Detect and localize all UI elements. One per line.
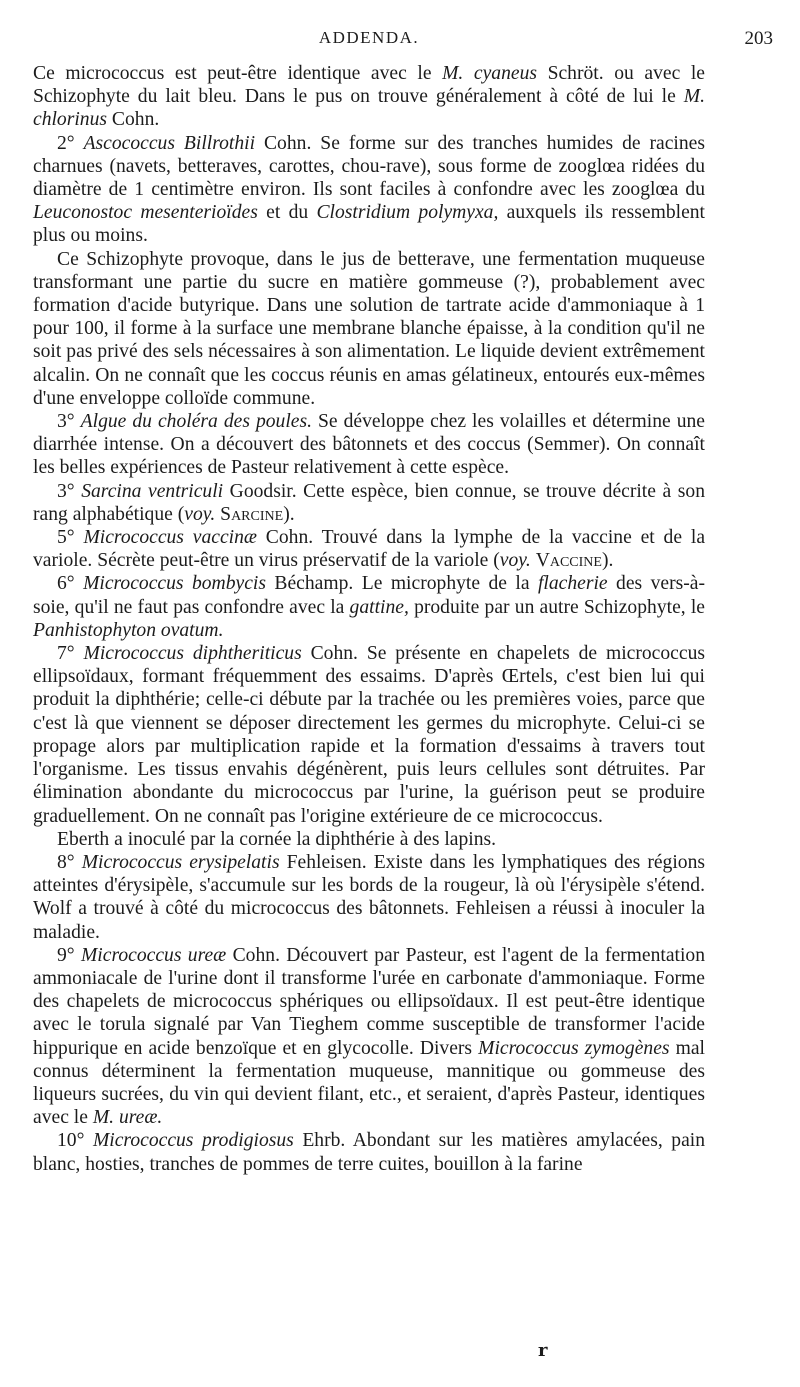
italic-text: Micrococcus ureæ (80, 944, 227, 966)
italic-text: flacherie (537, 573, 608, 595)
text-run: des vers-à-soie, qu'il ne faut pas confondre avec la (33, 573, 705, 618)
text-run: ). (283, 503, 295, 525)
text-run: 10° (57, 1130, 93, 1152)
text-run: Cohn. Découvert par Pasteur, est l'agent de la fermentation ammoniacale de l'urine dont il transforme l'urée en carbonate d'ammoniaque. Forme des chapelets de micrococcus sphériques ou ellipsoïdaux. Il est peut-être identique avec le torula signalé par Van Tieghem comme susceptible de transformer l'acide hippurique en acide benzoïque et en glycocolle. Divers (33, 944, 706, 1059)
italic-text: Ascococcus Billrothii (83, 132, 256, 154)
text-run: 2° (57, 132, 84, 154)
italic-text: Micrococcus prodigiosus (92, 1130, 294, 1152)
small-caps-text: Sarcine (220, 503, 284, 525)
italic-text: Clostridium polymyxa, (316, 202, 499, 224)
text-run: Cohn. Se présente en chapelets de micrococcus ellipsoïdaux, formant fréquemment des essaims. D'après Œrtels, c'est bien lui qui produit la diphthérie; celle-ci débute par la trachée ou les premières voies, parce que c'est là que viennent se déposer directement les germes du microphyte. Celui-ci se propage alors par multiplication rapide et la formation d'essaims à travers tout l'organisme. Les tissus envahis dégénèrent, puis leurs cellules sont détruites. Par élimination abondante du micrococcus par l'urine, la guérison peut se produire graduellement. On ne connaît pas l'origine extérieure de ce micrococcus. (33, 643, 705, 827)
paragraph (33, 410, 705, 480)
text-run: 8° (57, 851, 82, 873)
text-run: Ehrb. Abondant sur les matières amylacées, pain blanc, hosties, tranches de pommes de terre cuites, bouillon à la farine (33, 1130, 706, 1175)
paragraph (33, 1129, 705, 1175)
text-run: Schröt. ou avec le Schizophyte du lait bleu. Dans le pus on trouve généralement à côté de lui le (33, 63, 705, 108)
text-run: 7° (57, 643, 84, 665)
text-run: 5° (57, 527, 84, 549)
text-run: Ce micrococcus est peut-être identique avec le (33, 63, 443, 84)
italic-text: gattine, (349, 596, 409, 618)
paragraph (33, 132, 705, 248)
paragraph (33, 851, 705, 944)
italic-text: Sarcina ventriculi (81, 480, 224, 502)
text-run: Se développe chez les volailles et détermine une diarrhée intense. On a découvert des bâtonnets et des coccus (Semmer). On connaît les belles expériences de Pasteur relativement à cette espèce. (33, 411, 706, 479)
italic-text: Algue du choléra des poules. (80, 411, 313, 433)
text-run: produite par un autre Schizophyte, le (408, 596, 705, 618)
page-header (33, 28, 773, 58)
italic-text: Leuconostoc mesenterioïdes (33, 202, 258, 224)
text-run: Fehleisen. Existe dans les lymphatiques des régions atteintes d'érysipèle, s'accumule sur les bords de la rougeur, là où l'érysipèle s'étend. Wolf a trouvé à côté du micrococcus des bâtonnets. Fehleisen a réussi à inoculer la maladie. (33, 851, 706, 943)
italic-text: Micrococcus erysipelatis (81, 851, 280, 873)
paragraph (33, 248, 705, 410)
paragraph (33, 572, 705, 642)
italic-text: Panhistophyton ovatum. (33, 619, 224, 641)
italic-text: voy. (184, 503, 216, 525)
text-run: et du (257, 202, 317, 224)
text-run: 6° (57, 573, 84, 595)
paragraph (33, 480, 705, 526)
running-title: ADDENDA. (318, 28, 420, 47)
italic-text: M. chlorinus (33, 86, 705, 131)
text-run: auxquels ils ressemblent plus ou moins. (33, 202, 706, 247)
text-run: Ce Schizophyte provoque, dans le jus de betterave, une fermentation muqueuse transformant une partie du sucre en matière gommeuse (?), probablement avec formation d'acide butyrique. Dans une solution de tartrate acide d'ammoniaque à 1 pour 100, il forme à la surface une membrane blanche épaisse, à la condition qu'il ne soit pas privé des sels nécessaires à son alimentation. Le liquide devient extrêmement alcalin. On ne connaît que les coccus réunis en amas gélatineux, entourés eux-mêmes d'une enveloppe colloïde commune. (33, 248, 705, 409)
text-run: Cohn. Se forme sur des tranches humides de racines charnues (navets, betteraves, carottes, chou-rave), sous forme de zooglœa ridées du diamètre de 1 centimètre environ. Ils sont faciles à confondre avec les zooglœa du (33, 132, 705, 201)
italic-text: M. ureæ. (92, 1107, 163, 1129)
italic-text: Micrococcus diphtheriticus (83, 643, 302, 665)
text-run: 9° (57, 944, 81, 966)
text-run: 3° (57, 480, 82, 502)
text-run: mal connus déterminent la fermentation muqueuse, mannitique ou gommeuse des liqueurs sucrées, du vin qui devient filant, etc., et seraient, d'après Pasteur, identiques avec le (33, 1037, 705, 1129)
body-text (33, 62, 705, 1176)
italic-text: voy. (499, 550, 531, 572)
text-run: Eberth a inoculé par la cornée la diphthérie à des lapins. (57, 828, 497, 850)
small-caps-text: Vaccine (535, 550, 602, 572)
page-number: 203 (744, 28, 773, 49)
text-run: Cohn. Trouvé dans la lymphe de la vaccine et de la variole. Sécrète peut-être un virus préservatif de la variole ( (33, 527, 706, 572)
italic-text: Micrococcus bombycis (83, 573, 266, 595)
paragraph (33, 828, 705, 851)
text-run: 3° (57, 411, 81, 433)
text-run: Cohn. (107, 109, 160, 131)
italic-text: Micrococcus zymogènes (478, 1037, 670, 1059)
text-run: Goodsir. Cette espèce, bien connue, se trouve décrite à son rang alphabétique ( (33, 480, 705, 525)
italic-text: Micrococcus vaccinæ (83, 527, 257, 549)
paragraph (33, 526, 705, 572)
paragraph (33, 642, 705, 828)
text-run: ). (601, 550, 614, 572)
paragraph (33, 62, 705, 132)
paragraph (33, 944, 705, 1130)
italic-text: M. cyaneus (442, 63, 538, 84)
text-run: Béchamp. Le microphyte de la (265, 573, 538, 595)
footer-mark: r (538, 1340, 548, 1361)
